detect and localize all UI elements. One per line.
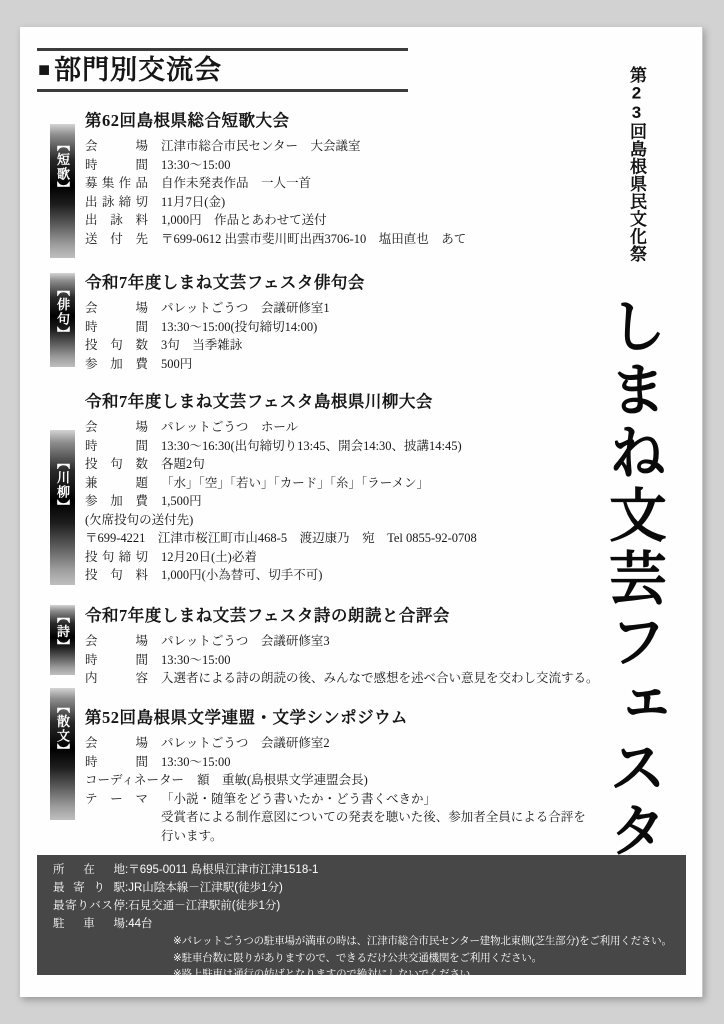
venue-label: 駐車場 — [53, 918, 125, 930]
venue-label: 最寄り駅 — [53, 882, 125, 894]
detail-label: 会場 — [85, 301, 148, 315]
detail-row — [161, 808, 593, 845]
category-tab-shi — [50, 605, 75, 675]
detail-value: 入選者による詩の朗読の後、みんなで感想を述べ合い意見を交わし交流する。 — [161, 671, 599, 685]
detail-value: 13:30〜15:00 — [161, 157, 231, 172]
event-section-senryu — [85, 392, 633, 585]
detail-value: 13:30〜15:00 — [161, 754, 231, 769]
section-header — [37, 48, 408, 92]
venue-row — [53, 897, 678, 915]
detail-label: コーディネーター — [85, 773, 185, 787]
square-bullet-icon: ■ — [38, 59, 52, 81]
detail-value: 「水」「空」「若い」「カード」「糸」「ラーメン」 — [161, 475, 430, 490]
category-label: 【川柳】 — [55, 456, 70, 514]
detail-row — [85, 455, 633, 474]
detail-label: 出詠料 — [85, 213, 148, 227]
detail-value: 受賞者による制作意図についての発表を聴いた後、参加者全員による合評を行います。 — [161, 810, 586, 843]
event-title: 令和7年度しまね文芸フェスタ島根県川柳大会 — [85, 392, 433, 411]
detail-label: 募集作品 — [85, 176, 148, 190]
detail-row — [85, 355, 633, 374]
venue-row — [53, 915, 678, 933]
detail-label: 投句料 — [85, 568, 148, 582]
detail-row — [85, 137, 633, 156]
detail-value: 〒699-0612 出雲市斐川町出西3706-10 塩田直也 あて — [161, 231, 467, 246]
detail-row — [85, 734, 633, 753]
category-tab-tanka — [50, 124, 75, 258]
detail-row — [85, 511, 633, 530]
venue-label: 所在地 — [53, 864, 125, 876]
festival-edition-title: 第23回島根県民文化祭 — [627, 66, 646, 263]
detail-label: 参加費 — [85, 356, 148, 371]
event-title: 第62回島根県総合短歌大会 — [85, 111, 290, 130]
page-title — [38, 55, 408, 85]
detail-label: 会場 — [85, 736, 148, 750]
detail-row — [85, 318, 633, 337]
detail-label: 投句締切 — [85, 549, 148, 564]
detail-value: 13:30〜15:00(投句締切14:00) — [161, 319, 318, 334]
detail-row — [85, 174, 633, 193]
detail-row — [85, 548, 633, 567]
venue-value: :〒695-0011 島根県江津市江津1518-1 — [125, 864, 319, 876]
event-section-shi — [85, 606, 633, 688]
detail-label: 時間 — [85, 754, 148, 769]
detail-value: パレットごうつ 会議研修室3 — [161, 634, 330, 648]
parking-note: ※路上駐車は通行の妨げとなりますので絶対にしないでください。 — [173, 968, 481, 980]
detail-value: 12月20日(土)必着 — [161, 549, 257, 564]
category-label: 【詩】 — [55, 610, 70, 654]
detail-row — [85, 651, 633, 670]
detail-label: 時間 — [85, 319, 148, 334]
detail-label: 時間 — [85, 438, 148, 453]
venue-value: :石見交通－江津駅前(徒歩1分) — [125, 900, 281, 912]
detail-value: 13:30〜16:30(出句締切り13:45、開会14:30、披講14:45) — [161, 438, 462, 453]
category-tab-sanbun — [50, 688, 75, 820]
detail-value: 3句 当季雑詠 — [161, 338, 243, 352]
detail-label: 時間 — [85, 157, 148, 172]
parking-note: ※駐車台数に限りがありますので、できるだけ公共交通機関をご利用ください。 — [173, 951, 542, 964]
venue-value: :JR山陰本線－江津駅(徒歩1分) — [125, 882, 283, 894]
detail-row — [85, 474, 633, 493]
detail-row — [85, 156, 633, 175]
parking-note: ※パレットごうつの駐車場が満車の時は、江津市総合市民センター建物北東側(芝生部分)をご利用ください。 — [173, 935, 672, 947]
detail-row — [85, 418, 633, 437]
detail-row — [85, 193, 633, 212]
detail-value: 500円 — [161, 356, 193, 371]
detail-row — [85, 566, 633, 585]
detail-label: 投句数 — [85, 338, 148, 352]
page-title-text: 部門別交流会 — [54, 55, 223, 85]
detail-row — [85, 299, 633, 318]
detail-row — [85, 230, 633, 249]
detail-label: テーマ — [85, 791, 148, 806]
detail-value: 13:30〜15:00 — [161, 652, 231, 667]
event-section-haiku — [85, 273, 633, 373]
detail-value: (欠席投句の送付先) — [85, 512, 194, 527]
detail-row — [85, 790, 633, 809]
detail-value: 11月7日(金) — [161, 194, 226, 209]
detail-value: 各題2句 — [161, 457, 205, 471]
detail-label: 投句数 — [85, 457, 148, 471]
venue-label: 最寄りバス停 — [53, 900, 125, 912]
detail-label: 兼題 — [85, 475, 148, 490]
detail-label: 会場 — [85, 420, 148, 434]
venue-info-box — [37, 855, 686, 980]
detail-label: 会場 — [85, 139, 148, 153]
detail-value: パレットごうつ 会議研修室2 — [161, 736, 330, 750]
event-title: 第52回島根県文学連盟・文学シンポジウム — [85, 708, 408, 727]
detail-value: 「小説・随筆をどう書いたか・どう書くべきか」 — [161, 791, 437, 806]
detail-label: 内容 — [85, 671, 148, 685]
detail-label: 参加費 — [85, 494, 148, 508]
detail-value: 額 重敏(島根県文学連盟会長) — [197, 773, 368, 787]
detail-row — [85, 669, 633, 688]
detail-value: 1,500円 — [161, 494, 202, 508]
detail-label: 会場 — [85, 634, 148, 648]
detail-value: パレットごうつ 会議研修室1 — [161, 301, 330, 315]
venue-row — [53, 861, 678, 879]
detail-value: 〒699-4221 江津市桜江町市山468-5 渡辺康乃 宛 Tel 0855-92-0708 — [85, 531, 477, 545]
venue-row — [53, 879, 678, 897]
detail-row — [85, 437, 633, 456]
detail-row — [85, 632, 633, 651]
detail-row — [85, 771, 633, 790]
detail-value: 1,000円(小為替可、切手不可) — [161, 568, 323, 582]
event-section-tanka — [85, 111, 633, 248]
detail-value: 江津市総合市民センター 大会議室 — [161, 139, 361, 153]
venue-value: :44台 — [125, 918, 153, 930]
detail-value: 自作未発表作品 一人一首 — [161, 176, 312, 190]
category-label: 【短歌】 — [55, 138, 70, 196]
main-event-title: しまね文芸フェスタ — [600, 296, 665, 863]
category-tab-haiku — [50, 273, 75, 367]
category-tab-senryu — [50, 430, 75, 585]
detail-row — [85, 336, 633, 355]
detail-row — [85, 492, 633, 511]
flyer-page — [20, 27, 703, 997]
detail-row — [85, 529, 633, 548]
event-section-sanbun — [85, 708, 633, 845]
detail-label: 時間 — [85, 652, 148, 667]
detail-value: 1,000円 作品とあわせて送付 — [161, 213, 327, 227]
detail-value: パレットごうつ ホール — [161, 420, 299, 434]
detail-row — [85, 211, 633, 230]
category-label: 【俳句】 — [55, 283, 70, 341]
event-title: 令和7年度しまね文芸フェスタ詩の朗読と合評会 — [85, 606, 450, 625]
detail-label: 出詠締切 — [85, 194, 148, 209]
detail-row — [85, 753, 633, 772]
event-title: 令和7年度しまね文芸フェスタ俳句会 — [85, 273, 365, 292]
category-label: 【散文】 — [55, 700, 70, 758]
detail-label: 送付先 — [85, 231, 148, 246]
